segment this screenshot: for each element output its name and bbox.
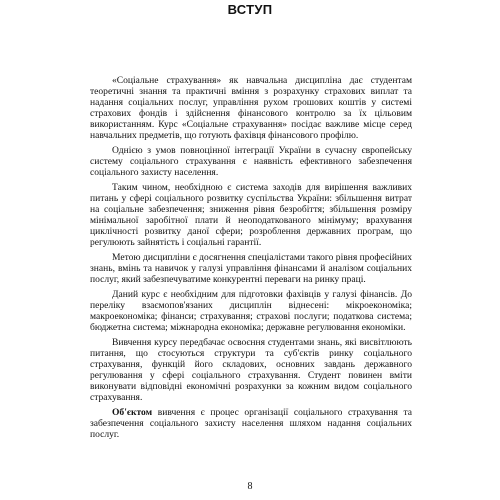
paragraph-course-description [90,75,412,141]
page-number: 8 [247,481,253,492]
paragraph-measures [90,182,412,248]
body-text [90,75,412,444]
paragraph-text: Вивчення курсу передбачає освоєння студентами знань, які висвітлюють питання, що стосуються структури та суб'єктів ринку соціального страхування, функцій його складових, основних завдань державного регулювання у сфері соціального страхування. Студент повинен вміти виконувати відповідні економічні розрахунки за кожним видом соціального страхування. [90,337,412,403]
page-title: ВСТУП [227,2,273,17]
paragraph-text: Метою дисципліни є досягнення спеціалістами такого рівня професійних знань, вмінь та навичок у галузі управління фінансами й аналізом соціальних послуг, який забезпечуватиме конкурентні переваги на ринку праці. [90,252,412,285]
paragraph-course-study [90,337,412,403]
paragraph-object [90,407,412,440]
paragraph-lead: Об'єктом [112,407,153,418]
paragraph-text: вивчення є процес організації соціального страхування та забезпечення соціального захисту населення шляхом надання соціальних послуг. [90,407,412,440]
paragraph-integration [90,145,412,178]
paragraph-related-disciplines [90,289,412,333]
paragraph-text: Однією з умов повноцінної інтеграції України в сучасну європейську систему соціального страхування є наявність ефективного забезпечення соціального захисту населення. [90,145,412,178]
paragraph-text: Таким чином, необхідною є система заходів для вирішення важливих питань у сфері соціального розвитку суспільства України: збільшення витрат на соціальне забезпечення; зниження рівня безробіття; збільшення розміру мінімальної заробітної плати й неоподаткованого мінімуму; врахування циклічності розвитку даної сфери; розроблення державних програм, що регулюють зайнятість і соціальні гарантії. [90,182,412,248]
paragraph-goal [90,252,412,285]
paragraph-text: «Соціальне страхування» як навчальна дисципліна дає студентам теоретичні знання та практичні вміння з розрахунку страхових виплат та надання соціальних послуг, управління рухом грошових коштів у системі страхових фондів і здійснення фінансового контролю за їх цільовим використанням. Курс «Соціальне страхування» посідає важливе місце серед навчальних предметів, що готують фахівця фінансового профілю. [90,75,412,141]
paragraph-text: Даний курс є необхідним для підготовки фахівців у галузі фінансів. До переліку взаємопов'язаних дисциплін віднесені: мікроекономіка; макроекономіка; фінанси; страхування; страхові послуги; податкова система; бюджетна система; міжнародна економіка; державне регулювання економіки. [90,289,412,333]
